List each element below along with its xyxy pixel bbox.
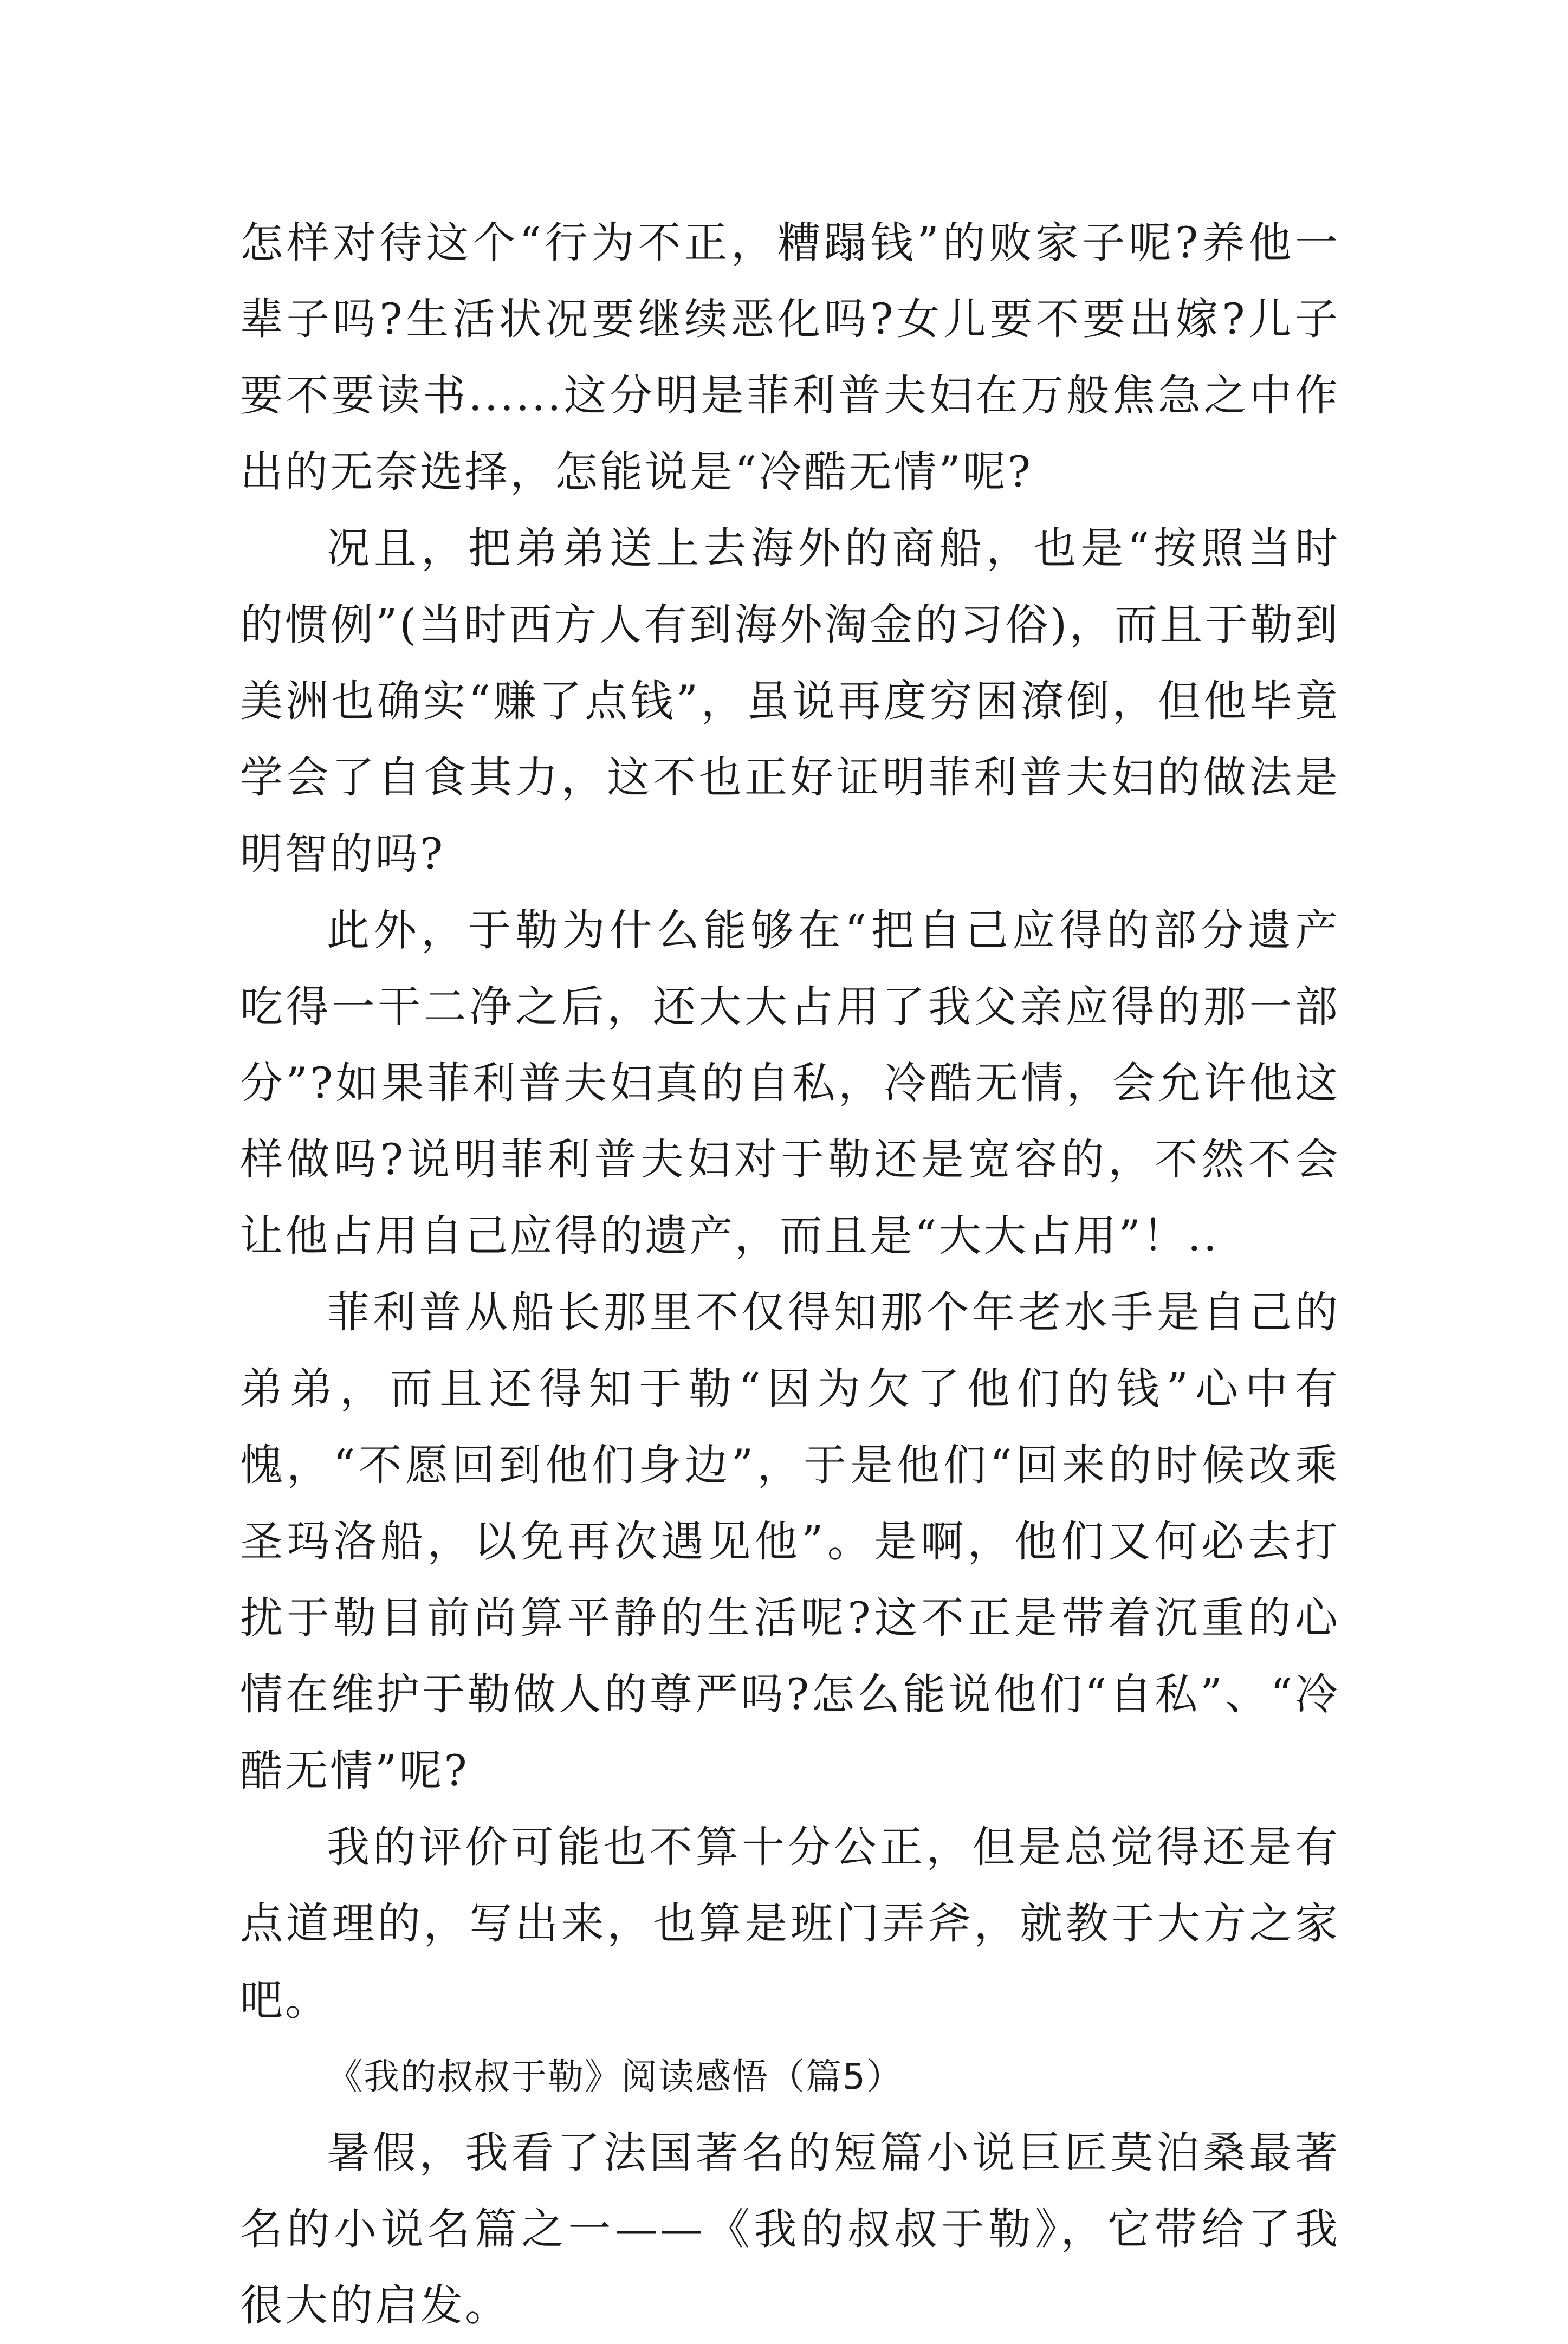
closing-paragraph: 暑假，我看了法国著名的短篇小说巨匠莫泊桑最著名的小说名篇之一——《我的叔叔于勒》，它带给了我很大的启发。: [240, 2128, 1340, 2330]
document-page: [240, 205, 1340, 2344]
paragraph-4: 菲利普从船长那里不仅得知那个年老水手是自己的弟弟，而且还得知于勒“因为欠了他们的钱”心中有愧，“不愿回到他们身边”，于是他们“回来的时候改乘圣玛洛船，以免再次遇见他”。是啊，他们又何必去打扰于勒目前尚算平静的生活呢?这不正是带着沉重的心情在维护于勒做人的尊严吗?怎么能说他们“自私”、“冷酷无情”呢?: [240, 1287, 1340, 1796]
paragraph-5: 我的评价可能也不算十分公正，但是总觉得还是有点道理的，写出来，也算是班门弄斧，就教于大方之家吧。: [240, 1822, 1340, 2025]
paragraph-2: 况且，把弟弟送上去海外的商船，也是“按照当时的惯例”(当时西方人有到海外淘金的习俗)，而且于勒到美洲也确实“赚了点钱”，虽说再度穷困潦倒，但他毕竟学会了自食其力，这不也正好证明菲利普夫妇的做法是明智的吗?: [240, 523, 1340, 879]
paragraph-1: 怎样对待这个“行为不正，糟蹋钱”的败家子呢?养他一辈子吗?生活状况要继续恶化吗?女儿要不要出嫁?儿子要不要读书......这分明是菲利普夫妇在万般焦急之中作出的无奈选择，怎能说是“冷酷无情”呢?: [240, 218, 1340, 497]
section-heading: 《我的叔叔于勒》阅读感悟（篇5）: [327, 2056, 903, 2097]
paragraph-3: 此外，于勒为什么能够在“把自己应得的部分遗产吃得一干二净之后，还大大占用了我父亲应得的那一部分”?如果菲利普夫妇真的自私，冷酷无情，会允许他这样做吗?说明菲利普夫妇对于勒还是宽容的，不然不会让他占用自己应得的遗产，而且是“大大占用”！..: [240, 905, 1340, 1261]
